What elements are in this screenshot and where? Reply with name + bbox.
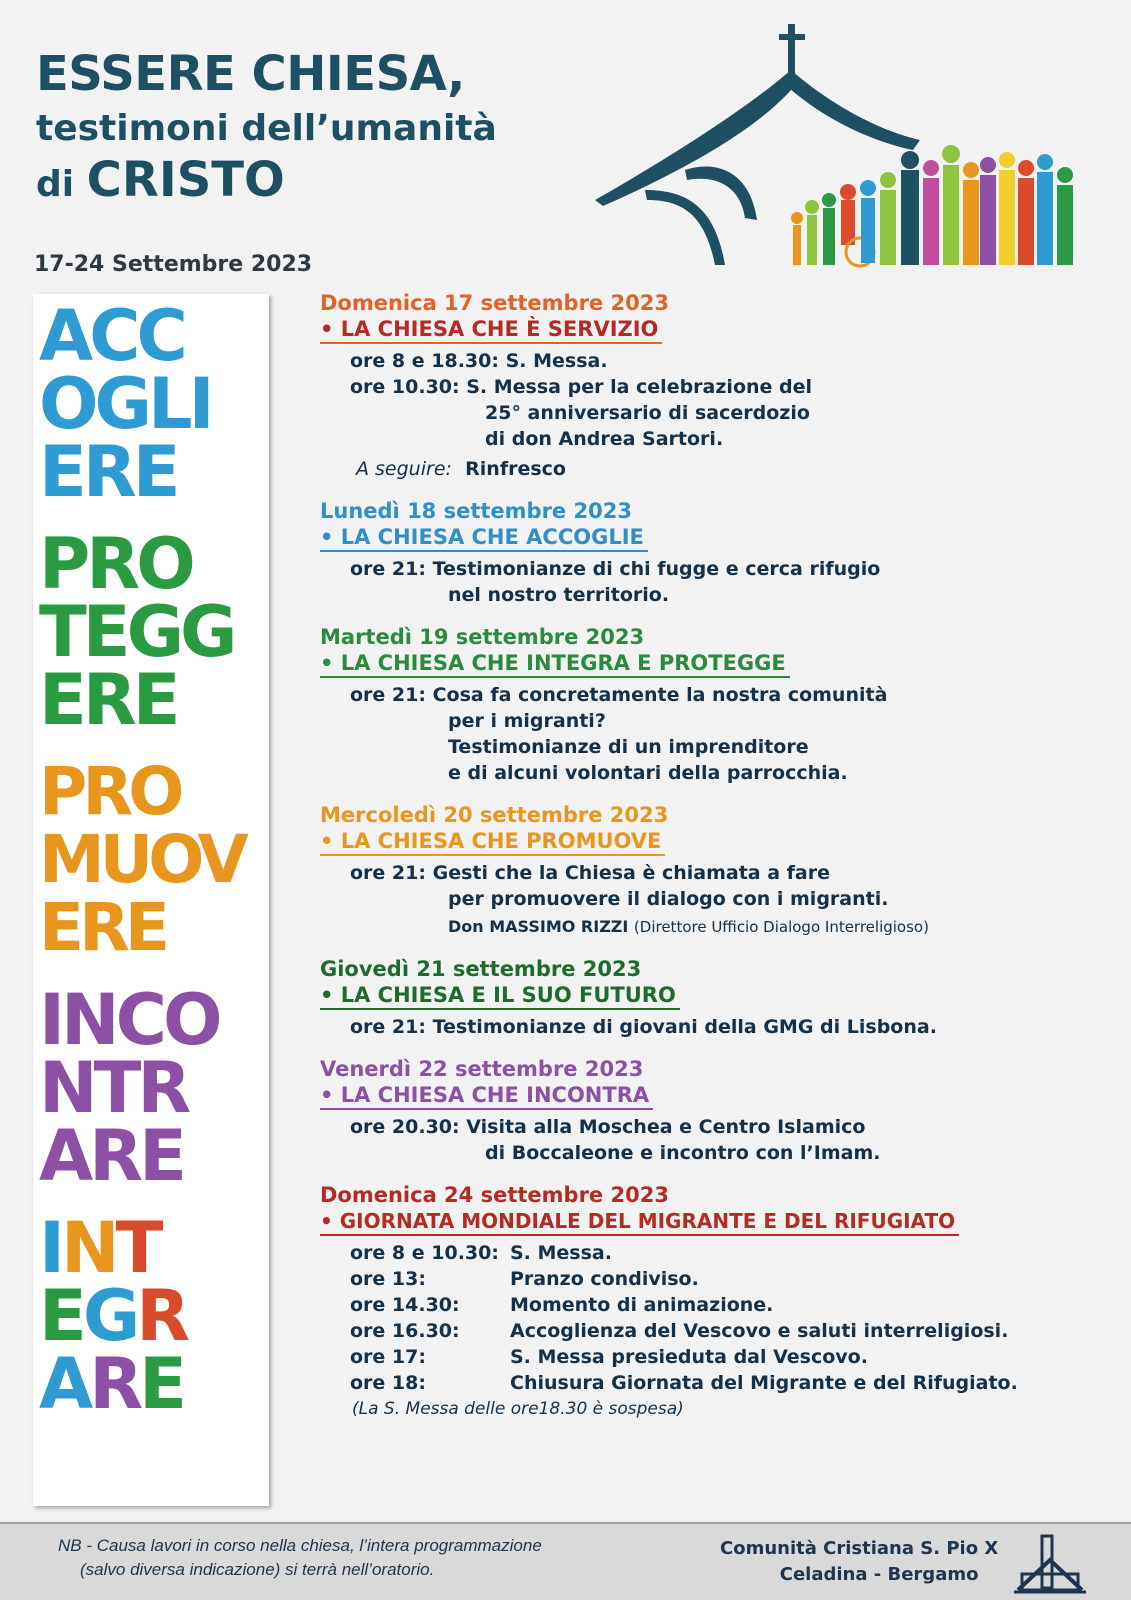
event-time: ore 8 e 10.30: [350, 1242, 499, 1264]
title-line-3-prefix: di [36, 164, 75, 206]
day-theme: • LA CHIESA CHE INCONTRA [320, 1082, 653, 1110]
poster-title [36, 48, 497, 207]
speaker-line [350, 914, 1110, 940]
day-theme: • LA CHIESA CHE ACCOGLIE [320, 524, 648, 552]
day-block [320, 802, 1110, 940]
event-row [350, 1318, 1110, 1344]
word-fragment [39, 1275, 263, 1357]
event-text: Testimonianze di chi fugge e cerca rifugio [432, 558, 881, 580]
word-promuovere [39, 753, 263, 966]
word-fragment: PRO [39, 523, 192, 605]
community-title: Comunità Cristiana S. Pio X [720, 1538, 999, 1559]
word-accogliere [39, 295, 263, 513]
event-text: Accoglienza del Vescovo e saluti interreligiosi. [510, 1320, 1009, 1342]
event-list [320, 556, 1110, 608]
day-date: Lunedì 18 settembre 2023 [320, 499, 632, 523]
event-time: ore 21: [350, 558, 426, 580]
event-list [320, 682, 1110, 786]
event-time: ore 21: [350, 684, 426, 706]
event-time: ore 13: [350, 1268, 426, 1290]
event-text: Pranzo condiviso. [510, 1268, 699, 1290]
word-fragment: PRO [39, 753, 180, 830]
day-date: Domenica 17 settembre 2023 [320, 291, 669, 315]
letter: E [139, 1343, 183, 1425]
event-text: Gesti che la Chiesa è chiamata a fare [432, 862, 830, 884]
event-row [350, 1114, 1110, 1140]
program-schedule [320, 290, 1110, 1438]
word-fragment: MUOV [39, 821, 244, 898]
word-fragment [39, 1207, 263, 1289]
event-row [350, 1370, 1110, 1396]
event-text: Momento di animazione. [510, 1294, 774, 1316]
event-list [320, 860, 1110, 940]
letter: A [39, 1343, 90, 1425]
title-line-3 [36, 154, 497, 207]
word-fragment: ERE [39, 659, 177, 741]
word-fragment: OGLI [39, 363, 211, 445]
letter: R [89, 1343, 140, 1425]
event-row [350, 348, 1110, 374]
event-text: S. Messa. [510, 1242, 612, 1264]
letter: N [61, 1207, 116, 1289]
community-name [720, 1536, 998, 1588]
event-text: Cosa fa concretamente la nostra comunità [432, 684, 888, 706]
event-row [350, 1344, 1110, 1370]
word-fragment: ARE [39, 1115, 183, 1197]
event-time: ore 17: [350, 1346, 426, 1368]
event-continuation: di don Andrea Sartori. [485, 428, 724, 450]
event-row [350, 682, 1110, 708]
day-date: Domenica 24 settembre 2023 [320, 1183, 669, 1207]
event-continuation: e di alcuni volontari della parrocchia. [448, 762, 848, 784]
people-silhouettes-icon [791, 145, 1073, 266]
event-text: S. Messa per la celebrazione del [466, 376, 813, 398]
event-continuation: per i migranti? [448, 710, 606, 732]
event-text: Testimonianze di giovani della GMG di Lisbona. [432, 1016, 937, 1038]
day-theme: • LA CHIESA CHE PROMUOVE [320, 828, 665, 856]
event-time: ore 21: [350, 1016, 426, 1038]
event-list [320, 1014, 1110, 1040]
word-fragment: TEGG [39, 591, 234, 673]
church-building-icon [1010, 1530, 1090, 1596]
speaker-role: (Direttore Ufficio Dialogo Interreligioso) [633, 918, 929, 936]
day-date: Martedì 19 settembre 2023 [320, 625, 645, 649]
follow-text: Rinfresco [465, 458, 566, 480]
day-block [320, 498, 1110, 608]
event-row [350, 456, 1110, 482]
event-continuation: per promuovere il dialogo con i migranti. [448, 888, 889, 910]
event-text: S. Messa presieduta dal Vescovo. [510, 1346, 868, 1368]
event-continuation: nel nostro territorio. [448, 584, 670, 606]
community-location: Celadina - Bergamo [779, 1564, 979, 1585]
values-banner [33, 294, 269, 1506]
day-block [320, 624, 1110, 786]
footer [0, 1522, 1131, 1600]
event-row [350, 556, 1110, 582]
event-dates: 17-24 Settembre 2023 [34, 252, 313, 277]
day-theme: • LA CHIESA CHE È SERVIZIO [320, 316, 662, 344]
footer-note-line-2: (salvo diversa indicazione) si terrà nell’oratorio. [80, 1560, 435, 1579]
event-time: ore 18: [350, 1372, 426, 1394]
event-continuation: di Boccaleone e incontro con l’Imam. [485, 1142, 881, 1164]
event-row [350, 1240, 1110, 1266]
word-fragment: ACC [39, 295, 184, 377]
day-block [320, 290, 1110, 482]
word-fragment [39, 1343, 263, 1425]
word-proteggere [39, 523, 263, 741]
title-line-1: ESSERE CHIESA, [36, 46, 465, 102]
word-fragment: ERE [39, 431, 177, 513]
event-list [320, 348, 1110, 482]
day-theme: • GIORNATA MONDIALE DEL MIGRANTE E DEL RIFUGIATO [320, 1208, 959, 1236]
letter: R [136, 1275, 187, 1357]
title-line-2: testimoni dell’umanità [36, 107, 497, 149]
day-date: Giovedì 21 settembre 2023 [320, 957, 642, 981]
speaker-name: Don MASSIMO RIZZI [448, 917, 629, 936]
letter: T [115, 1207, 160, 1289]
event-row [350, 1292, 1110, 1318]
letter: I [39, 1207, 62, 1289]
day-theme: • LA CHIESA E IL SUO FUTURO [320, 982, 680, 1010]
day-block [320, 1056, 1110, 1166]
event-row [350, 1266, 1110, 1292]
event-time: ore 14.30: [350, 1294, 460, 1316]
title-line-3-main: CRISTO [86, 152, 285, 209]
event-row [350, 374, 1110, 400]
event-row [350, 860, 1110, 886]
event-text: Visita alla Moschea e Centro Islamico [466, 1116, 866, 1138]
day-date: Venerdì 22 settembre 2023 [320, 1057, 644, 1081]
event-time: ore 20.30: [350, 1116, 460, 1138]
event-continuation: 25° anniversario di sacerdozio [485, 402, 810, 424]
event-row [350, 1014, 1110, 1040]
event-continuation: Testimonianze di un imprenditore [448, 736, 809, 758]
day-date: Mercoledì 20 settembre 2023 [320, 803, 669, 827]
event-list [320, 1240, 1110, 1422]
event-time: ore 16.30: [350, 1320, 460, 1342]
event-list [320, 1114, 1110, 1166]
event-time: ore 8 e 18.30: [350, 350, 499, 372]
event-text: S. Messa. [505, 350, 608, 372]
event-text: Chiusura Giornata del Migrante e del Rifugiato. [510, 1372, 1018, 1394]
word-incontrare [39, 979, 263, 1197]
word-fragment: NTR [39, 1047, 188, 1129]
event-time: ore 10.30: [350, 376, 460, 398]
day-theme: • LA CHIESA CHE INTEGRA E PROTEGGE [320, 650, 790, 678]
footer-note [58, 1534, 542, 1582]
church-people-logo [575, 20, 1095, 280]
word-fragment: ERE [39, 889, 165, 966]
schedule-note: (La S. Messa delle ore18.30 è sospesa) [352, 1399, 684, 1419]
footer-note-line-1: NB - Causa lavori in corso nella chiesa, l’intera programmazione [58, 1536, 542, 1555]
letter: G [82, 1275, 137, 1357]
day-block [320, 1182, 1110, 1422]
word-fragment: INCO [39, 979, 219, 1061]
word-integrare [39, 1207, 263, 1425]
follow-label: A seguire: [356, 458, 452, 480]
letter: E [39, 1275, 83, 1357]
event-time: ore 21: [350, 862, 426, 884]
day-block [320, 956, 1110, 1040]
